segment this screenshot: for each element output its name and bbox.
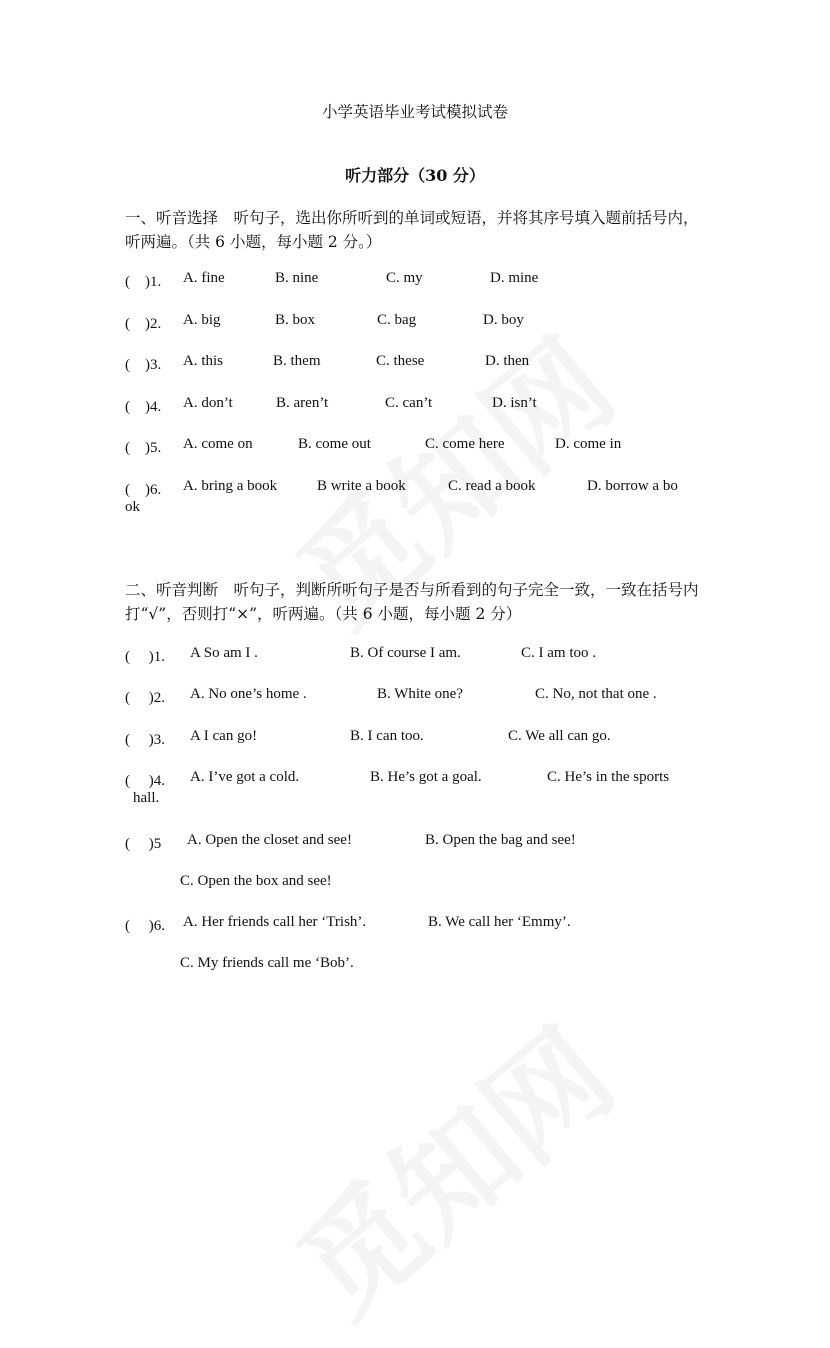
question-number: ( )1. [125,274,162,290]
option-a: A. don’t [183,395,233,411]
section-heading: 听力部分（30 分） [345,166,485,185]
option-b: B. come out [298,436,371,452]
option-d: D. isn’t [492,395,537,411]
option-b: B. Open the bag and see! [425,832,576,848]
question-number: ( )5 [125,836,162,852]
option-a: A. I’ve got a cold. [190,769,300,785]
option-a: A I can go! [190,728,258,744]
option-a: A So am I . [190,645,258,661]
option-b: B. nine [275,270,319,286]
question-number: ( )2. [125,316,162,332]
question-number: ( )2. [125,690,165,706]
option-d: D. boy [483,312,524,328]
question-number: ( )6. [125,482,162,498]
option-c: C. I am too . [521,645,596,661]
option-b: B. Of course I am. [350,645,461,661]
option-b: B. White one? [377,686,463,702]
option-c: C. come here [425,436,505,452]
option-b: B. them [273,353,321,369]
watermark [257,984,643,1347]
option-b: B. We call her ‘Emmy’. [428,914,571,930]
option-b: B. aren’t [276,395,329,411]
option-continuation: C. Open the box and see! [180,873,332,889]
option-a: A. Her friends call her ‘Trish’. [183,914,367,930]
question-number: ( )5. [125,440,162,456]
question-number: ( )3. [125,357,162,373]
option-d: D. then [485,353,530,369]
question-number: ( )1. [125,649,165,665]
option-a: A. bring a book [183,478,278,494]
option-d: D. mine [490,270,539,286]
option-a: A. come on [183,436,253,452]
question-number: ( )4. [125,773,165,789]
option-continuation: ok [125,499,140,515]
option-continuation: C. My friends call me ‘Bob’. [180,955,354,971]
question-number: ( )6. [125,918,165,934]
option-c: C. We all can go. [508,728,611,744]
option-a: A. Open the closet and see! [187,832,352,848]
option-c: C. No, not that one . [535,686,657,702]
option-c: C. read a book [448,478,536,494]
option-c: C. bag [377,312,417,328]
option-c: C. He’s in the sports [547,769,670,785]
option-a: A. this [183,353,224,369]
option-c: C. can’t [385,395,433,411]
option-d: D. come in [555,436,622,452]
section2-instruction: 二、听音判断 听句子，判断所听句子是否与所看到的句子完全一致，一致在括号内打“√”，否则打“×”，听两遍。（共 6 小题，每小题 2 分） [125,581,699,623]
option-a: A. fine [183,270,225,286]
option-continuation: hall. [133,790,160,806]
option-b: B write a book [317,478,406,494]
option-c: C. my [386,270,423,286]
question-number: ( )3. [125,732,165,748]
option-b: B. He’s got a goal. [370,769,482,785]
option-b: B. I can too. [350,728,424,744]
option-d: D. borrow a bo [587,478,678,494]
section1-instruction: 一、听音选择 听句子，选出你所听到的单词或短语，并将其序号填入题前括号内，听两遍。（共 6 小题，每小题 2 分。） [125,209,699,251]
option-b: B. box [275,312,316,328]
question-number: ( )4. [125,399,162,415]
option-a: A. big [183,312,221,328]
exam-title: 小学英语毕业考试模拟试卷 [321,103,508,121]
option-a: A. No one’s home . [190,686,307,702]
option-c: C. these [376,353,425,369]
